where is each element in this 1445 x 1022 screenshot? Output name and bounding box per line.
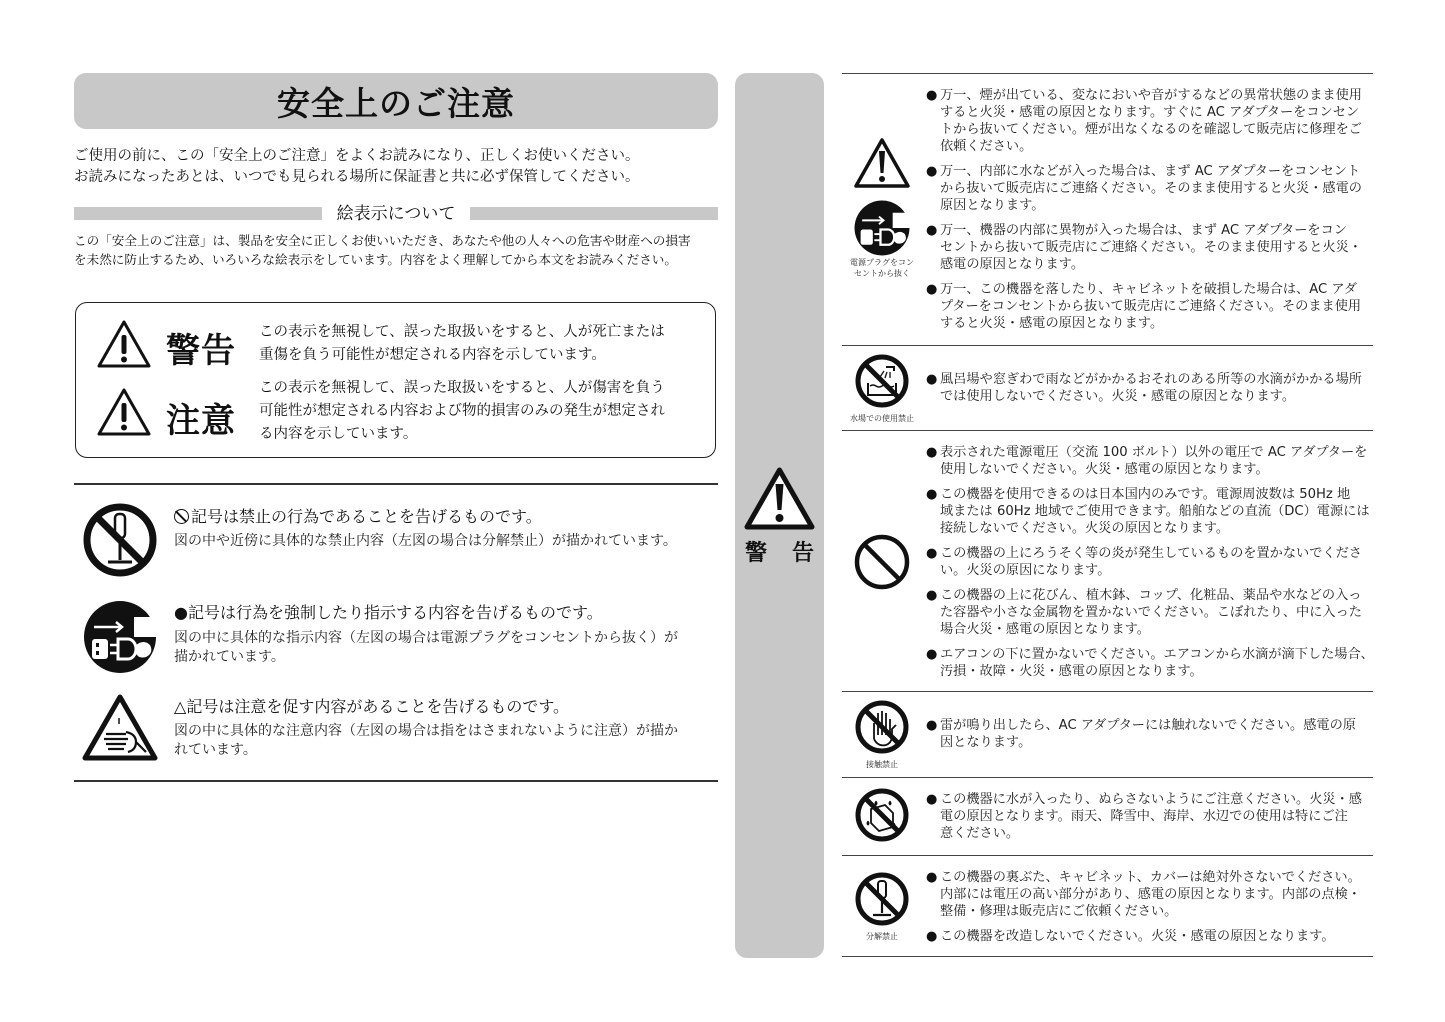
item-line: ● この機器の裏ぶた、キャビネット、カバーは絶対外さないでください。 [940,870,1361,885]
intro-line: お読みになったあとは、いつでも見られる場所に保証書と共に必ず保管してください。 [74,169,640,185]
divider [74,483,718,485]
item-line: ● この機器の上に花びん、植木鉢、コップ、化粧品、薬品や水などの入っ [940,588,1362,603]
item-line: ● エアコンの下に置かないでください。エアコンから水滴が滴下した場合、 [940,647,1374,662]
pinch-caution-icon [82,694,158,762]
bullet-item [926,163,1376,214]
item-line: トから抜いてください。煙が出なくなるのを確認して販売店に修理をご [940,122,1362,137]
no-touch-icon [854,699,910,755]
subheading-bar-right [470,207,718,220]
level-warning [76,315,715,375]
band-label-char: 警 [745,541,768,566]
warning-triangle-icon [853,137,911,189]
item-line: すると火災・感電の原因となります。すぐに AC アダプターをコンセン [940,105,1360,120]
divider [74,780,718,782]
symbol-heading [174,600,603,623]
bullet-item [926,791,1376,842]
description-line: る内容を示しています。 [259,426,418,442]
item-line: 内部には電圧の高い部分があり、感電の原因となります。内部の点検・ [940,887,1361,902]
caution-glyph-icon: △ [174,697,187,716]
subheading-bar-left [74,207,322,220]
item-line: 電の原因となります。雨天、降雪中、海岸、水辺での使用は特にご注 [940,809,1348,824]
symbol-body [174,722,678,760]
item-line: ● この機器の上にろうそく等の炎が発生しているものを置かないでくださ [940,546,1362,561]
bullet-item [926,444,1376,478]
item-line: 汚損・故障・火災・感電の原因となります。 [940,664,1203,679]
warning-section-thunder [842,693,1373,777]
symbol-heading [174,504,542,527]
symbol-body-line: れています。 [174,742,257,758]
item-line: 感電の原因となります。 [940,257,1085,272]
item-line: セントから抜いて販売店にご連絡ください。そのまま使用すると火災・ [940,240,1362,255]
section-subheading [74,203,718,225]
subheading-text: 絵表示について [336,204,456,224]
symbol-heading-text: 記号は行為を強制したり指示する内容を告げるものです。 [187,603,603,622]
bullet-list [926,869,1376,953]
symbol-body-line: 図の中に具体的な注意内容（左図の場合は指をはさまれないように注意）が描か [174,723,678,739]
item-line: ● 万一、内部に水などが入った場合は、まず AC アダプターをコンセント [940,164,1361,179]
icon-caption [842,257,922,279]
warning-section-prohibited [842,432,1373,690]
bullet-item [926,87,1376,155]
item-line: ● この機器を改造しないでください。火災・感電の原因となります。 [940,929,1335,944]
bullet-item [926,222,1376,273]
item-line: 依頼ください。 [940,139,1033,154]
explanation-line: を未然に防止するため、いろいろな絵表示をしています。内容をよく理解してから本文をお読みください。 [74,252,677,267]
symbol-heading-text: 記号は禁止の行為であることを告げるものです。 [191,507,542,526]
divider [842,777,1373,778]
item-line: 因となります。 [940,735,1032,750]
item-line: 原因となります。 [940,198,1045,213]
divider [842,855,1373,856]
divider [842,430,1373,431]
item-line: ● この機器に水が入ったり、ぬらさないようにご注意ください。火災・感 [940,792,1362,807]
bullet-item [926,545,1376,579]
band-label [735,536,824,567]
bullet-item [926,486,1376,537]
warning-description [259,321,709,367]
symbol-body [174,532,677,551]
section-icon-column [842,871,922,942]
warning-triangle-icon [96,319,152,369]
section-icon-column [842,699,922,770]
mandatory-glyph-icon: ● [174,603,188,622]
caution-word: 注意 [166,401,236,441]
item-line: すると火災・感電の原因となります。 [940,316,1164,331]
bullet-item [926,281,1376,332]
description-line: この表示を無視して、誤った取扱いをすると、人が死亡または [259,324,665,340]
hazard-levels-box [75,302,716,458]
divider [842,956,1373,957]
unplug-icon [853,199,911,257]
no-bath-use-icon [854,353,910,409]
level-caution [76,377,715,453]
warning-section-bath [842,347,1373,437]
band-label-char: 告 [791,541,814,566]
item-line: ● 風呂場や窓ぎわで雨などがかかるおそれのある所等の水滴がかかる場所 [940,372,1362,387]
item-line: 使用しないでください。火災・感電の原因となります。 [940,462,1269,477]
no-disassembly-icon [854,871,910,927]
symbol-body-line: 描かれています。 [174,649,285,665]
section-icon-column [842,353,922,424]
symbol-body-line: 図の中や近傍に具体的な禁止内容（左図の場合は分解禁止）が描かれています。 [174,533,677,549]
symbol-heading-text: 記号は注意を促す内容があることを告げるものです。 [186,697,570,716]
bullet-list [926,717,1376,759]
symbol-caution-row [74,690,724,770]
divider [842,691,1373,692]
warning-word: 警告 [166,331,236,371]
warning-triangle-icon [743,466,816,532]
item-line: ● 万一、煙が出ている、変なにおいや音がするなどの異常状態のまま使用 [940,88,1362,103]
explanation-text [74,231,724,269]
item-line: ● 雷が鳴り出したら、AC アダプターには触れないでください。感電の原 [940,718,1356,733]
caption-line: セントから抜く [854,269,910,278]
description-line: 重傷を負う可能性が想定される内容を示しています。 [259,347,606,363]
item-line: 域または 60Hz 地域でご使用できます。船舶などの直流（DC）電源には [940,504,1370,519]
item-line: い。火災の原因になります。 [940,563,1111,578]
bullet-list [926,87,1376,340]
bullet-item [926,928,1376,945]
prohibition-glyph-icon [174,509,189,524]
bullet-item [926,646,1376,680]
icon-caption: 分解禁止 [866,932,898,941]
divider [842,345,1373,346]
description-line: 可能性が想定される内容および物的損害のみの発生が想定され [259,403,665,419]
intro-text [74,146,724,188]
warning-section-emergency [842,75,1373,345]
page-title: 安全上のご注意 [277,83,515,123]
icon-caption: 接触禁止 [866,760,898,769]
symbol-prohibition-row [74,500,724,580]
symbol-body-line: 図の中に具体的な指示内容（左図の場合は電源プラグをコンセントから抜く）が [174,630,678,646]
no-disassembly-icon [82,502,158,578]
symbol-heading [174,694,569,717]
item-line: ● 万一、この機器を落したり、キャビネットを破損した場合は、AC アダ [940,282,1357,297]
bullet-item [926,587,1376,638]
item-line: た容器や小さな金属物を置かないでください。こぼれたり、中に入った [940,605,1362,620]
no-wet-icon [854,787,910,843]
symbol-body [174,629,678,667]
symbol-mandatory-row [74,597,724,675]
caption-line: 電源プラグをコン [850,258,914,267]
bullet-item [926,371,1376,405]
caution-description [259,377,709,446]
divider [842,73,1373,74]
section-icon-column [842,137,922,279]
prohibited-icon [853,533,911,591]
explanation-line: この「安全上のご注意」は、製品を安全に正しくお使いいただき、あなたや他の人々への危害や財産への損害 [74,233,691,248]
item-line: ● 万一、機器の内部に異物が入った場合は、まず AC アダプターをコン [940,223,1347,238]
description-line: この表示を無視して、誤った取扱いをすると、人が傷害を負う [259,380,665,396]
bullet-list [926,371,1376,413]
item-line: 整備・修理は販売店にご依頼ください。 [940,904,1178,919]
bullet-list [926,791,1376,850]
bullet-item [926,869,1376,920]
item-line: ● この機器を使用できるのは日本国内のみです。電源周波数は 50Hz 地 [940,487,1351,502]
item-line: 場合火災・感電の原因となります。 [940,622,1150,637]
item-line: ● 表示された電源電圧（交流 100 ボルト）以外の電圧で AC アダプターを [940,445,1368,460]
item-line: プターをコンセントから抜いて販売店にご連絡ください。そのまま使用 [940,299,1362,314]
bullet-list [926,444,1376,688]
intro-line: ご使用の前に、この「安全上のご注意」をよくお読みになり、正しくお使いください。 [74,148,640,164]
bullet-item [926,717,1376,751]
icon-caption: 水場での使用禁止 [850,414,914,423]
warning-section-water [842,779,1373,855]
warning-section-disassembly [842,857,1373,957]
page-title-bar [74,73,718,129]
unplug-icon [82,599,158,675]
warning-side-band [735,73,824,958]
warning-triangle-icon [96,387,152,437]
item-line: では使用しないでください。火災・感電の原因となります。 [940,389,1296,404]
item-line: 接続しないでください。火災の原因となります。 [940,521,1230,536]
item-line: から抜いて販売店にご連絡ください。そのまま使用すると火災・感電の [940,181,1362,196]
section-icon-column [842,533,922,595]
item-line: 意ください。 [940,826,1020,841]
section-icon-column [842,787,922,847]
